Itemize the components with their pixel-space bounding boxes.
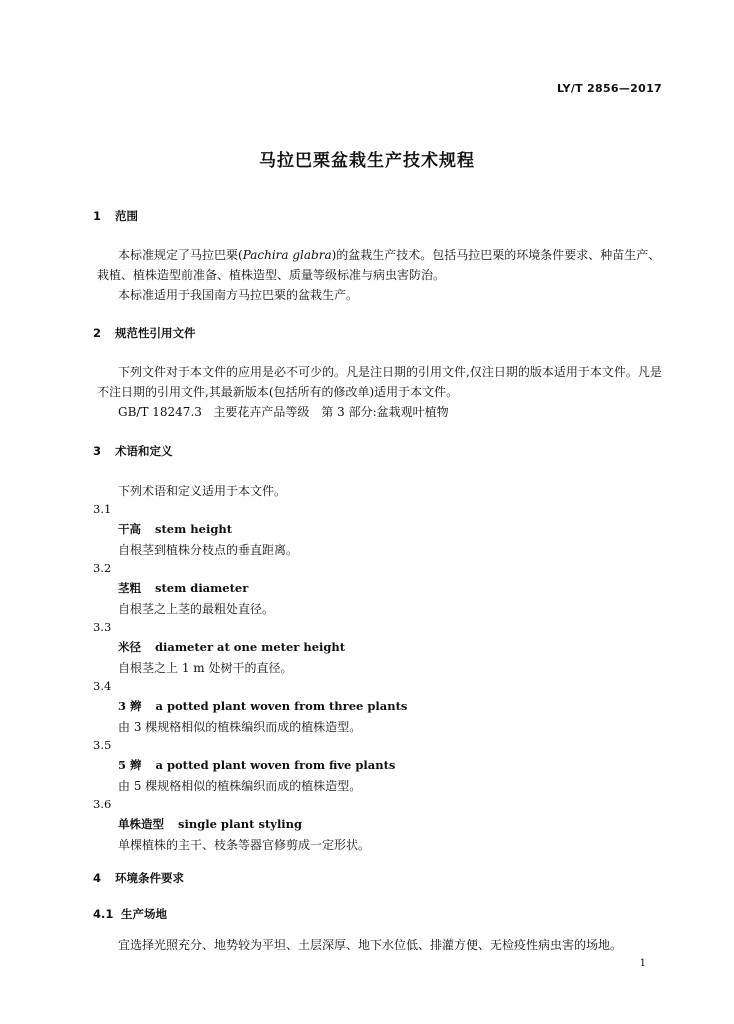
- section-heading-references: [93, 325, 196, 341]
- term-heading: [118, 698, 407, 714]
- section-heading-scope: [93, 208, 138, 224]
- section-title: 范围: [115, 209, 138, 223]
- term-definition: 由 3 棵规格相似的植株编织而成的植株造型。: [118, 720, 362, 734]
- section-number: 1: [93, 209, 102, 223]
- scope-text: )的盆栽生产技术。包括马拉巴栗的环境条件要求、种苗生产、栽植、植株造型前准备、植株造型、质量等级标准与病虫害防治。: [97, 248, 661, 282]
- term-english: a potted plant woven from five plants: [155, 758, 396, 772]
- latin-name: Pachira glabra: [242, 248, 332, 262]
- reference-code: GB/T 18247.3: [118, 405, 202, 419]
- page-number: 1: [639, 958, 646, 969]
- subsection-heading-site: [93, 906, 167, 922]
- subsection-number: 4.1: [93, 907, 114, 921]
- section-title: 环境条件要求: [115, 871, 184, 885]
- section-title: 术语和定义: [115, 444, 173, 458]
- section-heading-terms: [93, 443, 173, 459]
- term-heading: [118, 521, 232, 537]
- term-chinese: 5 辫: [118, 758, 142, 772]
- term-english: stem height: [155, 522, 233, 536]
- term-definition: 由 5 棵规格相似的植株编织而成的植株造型。: [118, 779, 362, 793]
- reference-title: 主要花卉产品等级 第 3 部分:盆栽观叶植物: [213, 405, 449, 419]
- term-heading: [118, 757, 395, 773]
- term-definition: 单棵植株的主干、枝条等器官修剪成一定形状。: [118, 838, 371, 852]
- site-requirement-text: 宜选择光照充分、地势较为平坦、土层深厚、地下水位低、排灌方便、无检疫性病虫害的场地。: [118, 938, 623, 952]
- term-number: 3.5: [93, 738, 112, 752]
- term-heading: [118, 639, 345, 655]
- document-title: 马拉巴栗盆栽生产技术规程: [259, 151, 475, 171]
- section-number: 3: [93, 444, 102, 458]
- term-definition: 自根茎之上茎的最粗处直径。: [118, 602, 275, 616]
- term-heading: [118, 816, 302, 832]
- term-definition: 自根茎到植株分枝点的垂直距离。: [118, 543, 299, 557]
- term-heading: [118, 580, 248, 596]
- scope-paragraph-1: [97, 245, 665, 285]
- section-number: 2: [93, 326, 102, 340]
- term-number: 3.1: [93, 502, 112, 516]
- term-english: stem diameter: [155, 581, 249, 595]
- term-english: a potted plant woven from three plants: [155, 699, 408, 713]
- reference-entry: [118, 403, 449, 420]
- section-title: 规范性引用文件: [115, 326, 196, 340]
- term-english: diameter at one meter height: [155, 640, 346, 654]
- term-chinese: 茎粗: [118, 581, 141, 595]
- term-chinese: 米径: [118, 640, 141, 654]
- term-chinese: 3 辫: [118, 699, 142, 713]
- term-english: single plant styling: [178, 817, 303, 831]
- term-number: 3.3: [93, 620, 112, 634]
- term-definition: 自根茎之上 1 m 处树干的直径。: [118, 661, 293, 675]
- scope-paragraph-2: 本标准适用于我国南方马拉巴栗的盆栽生产。: [118, 288, 359, 302]
- term-number: 3.2: [93, 561, 112, 575]
- standard-number: LY/T 2856—2017: [556, 82, 662, 95]
- term-number: 3.6: [93, 797, 112, 811]
- term-chinese: 干高: [118, 522, 141, 536]
- terms-intro: 下列术语和定义适用于本文件。: [118, 484, 287, 498]
- scope-text: 本标准规定了马拉巴栗(: [118, 248, 243, 262]
- section-number: 4: [93, 871, 102, 885]
- subsection-title: 生产场地: [121, 907, 167, 921]
- term-number: 3.4: [93, 679, 112, 693]
- term-chinese: 单株造型: [118, 817, 164, 831]
- references-paragraph: 下列文件对于本文件的应用是必不可少的。凡是注日期的引用文件,仅注日期的版本适用于本文件。凡是不注日期的引用文件,其最新版本(包括所有的修改单)适用于本文件。: [97, 365, 662, 399]
- section-heading-environment: [93, 870, 184, 886]
